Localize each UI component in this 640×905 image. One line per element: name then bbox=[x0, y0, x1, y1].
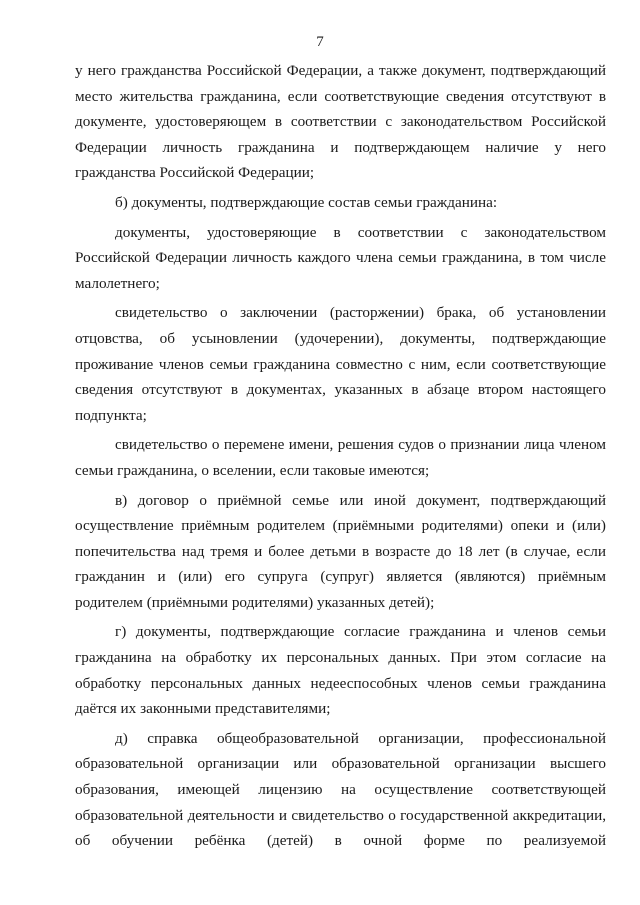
document-body bbox=[75, 58, 606, 854]
paragraph-identity-documents: документы, удостоверяющие в соответствии с законодательством Российской Федерации личность каждого члена семьи гражданина, в том числе малолетнего; bbox=[75, 223, 606, 292]
paragraph-item-g: г) документы, подтверждающие согласие гражданина и членов семьи гражданина на обработку их персональных данных. При этом согласие на обработку персональных данных недееспособных членов семьи гражданина даётся их законными представителями; bbox=[75, 623, 606, 718]
page-number: 7 bbox=[316, 34, 324, 50]
paragraph-item-b: б) документы, подтверждающие состав семьи гражданина: bbox=[115, 193, 498, 211]
paragraph-marriage-certificate: свидетельство о заключении (расторжении) брака, об установлении отцовства, об усыновлении (удочерении), документы, подтверждающие проживание членов семьи гражданина совместно с ним, если соответствующие сведения отсутствуют в документах, указанных в абзаце втором настоящего подпункта; bbox=[75, 304, 606, 424]
paragraph-item-d: д) справка общеобразовательной организации, профессиональной образовательной организации или образовательной организации высшего образования, имеющей лицензию на осуществление соответствующей образовательной деятельности и свидетельство о государственной аккредитации, об обучении ребёнка (детей) в очной форме по реализуемой bbox=[75, 729, 606, 850]
paragraph-name-change: свидетельство о перемене имени, решения судов о признании лица членом семьи гражданина, о вселении, если таковые имеются; bbox=[75, 436, 606, 479]
paragraph-item-v: в) договор о приёмной семье или иной документ, подтверждающий осуществление приёмным родителем (приёмными родителями) опеки и (или) попечительства над тремя и более детьми в возрасте до 18 лет (в случае, если гражданин и (или) его супруга (супруг) является (являются) приёмным родителем (приёмными родителями) указанных детей); bbox=[75, 491, 606, 611]
paragraph-citizenship-continuation: у него гражданства Российской Федерации, а также документ, подтверждающий место жительства гражданина, если соответствующие сведения отсутствуют в документе, удостоверяющем в соответствии с законодательством Российской Федерации личность гражданина и подтверждающем наличие у него гражданства Российской Федерации; bbox=[75, 62, 606, 182]
